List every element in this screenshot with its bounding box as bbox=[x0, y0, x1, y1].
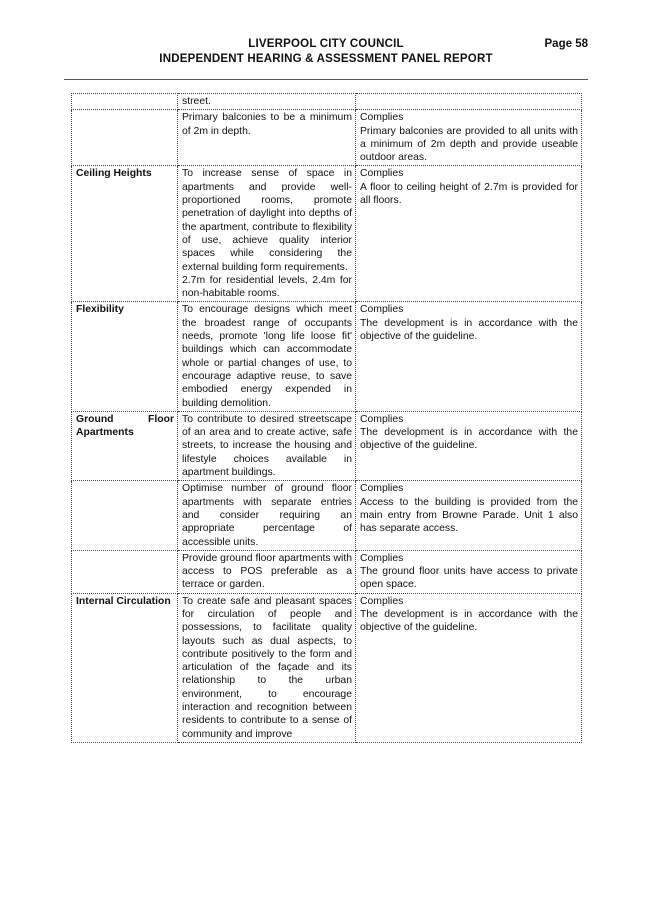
status-text: Complies bbox=[360, 595, 404, 607]
criterion-text-2: 2.7m for residential levels, 2.4m for non-habitable rooms. bbox=[182, 274, 352, 300]
status-text: Complies bbox=[360, 168, 404, 180]
table-row bbox=[72, 481, 582, 550]
report-title: INDEPENDENT HEARING & ASSESSMENT PANEL REPORT bbox=[159, 53, 493, 65]
table-row bbox=[72, 302, 582, 411]
comment-text: A floor to ceiling height of 2.7m is provided for all floors. bbox=[360, 181, 578, 207]
row-label: Ground Floor Apartments bbox=[72, 411, 178, 480]
row-label: Flexibility bbox=[72, 302, 178, 411]
row-label bbox=[72, 481, 178, 550]
compliance-table bbox=[71, 93, 582, 743]
status-text: Complies bbox=[360, 304, 404, 316]
row-label bbox=[72, 110, 178, 166]
table-row bbox=[72, 94, 582, 110]
table-row bbox=[72, 550, 582, 593]
criterion-text: To increase sense of space in apartments and provide well-proportioned rooms, promote penetration of daylight into depths of the apartment, contribute to flexibility of use, achieve quality interior spaces while considering the external building form requirements. bbox=[182, 168, 352, 273]
status-text: Complies bbox=[360, 552, 404, 564]
criterion-cell: To contribute to desired streetscape of an area and to create active, safe streets, to increase the housing and lifestyle choices available in apartment buildings. bbox=[178, 411, 356, 480]
header-rule bbox=[64, 79, 588, 80]
assessment-cell bbox=[356, 593, 582, 742]
row-label bbox=[72, 94, 178, 110]
comment-text: Access to the building is provided from the main entry from Browne Parade. Unit 1 also has separate access. bbox=[360, 496, 578, 535]
criterion-cell bbox=[178, 166, 356, 302]
table-row bbox=[72, 411, 582, 480]
assessment-cell bbox=[356, 550, 582, 593]
table-row bbox=[72, 166, 582, 302]
criterion-cell: Optimise number of ground floor apartments with separate entries and consider requiring an appropriate percentage of accessible units. bbox=[178, 481, 356, 550]
assessment-cell bbox=[356, 411, 582, 480]
criterion-cell: street. bbox=[178, 94, 356, 110]
table-row bbox=[72, 110, 582, 166]
comment-text: Primary balconies are provided to all units with a minimum of 2m depth and provide useable outdoor areas. bbox=[360, 125, 578, 164]
status-text: Complies bbox=[360, 413, 404, 425]
comment-text: The development is in accordance with the objective of the guideline. bbox=[360, 427, 578, 452]
comment-text: The ground floor units have access to private open space. bbox=[360, 566, 578, 591]
assessment-cell bbox=[356, 481, 582, 550]
row-label bbox=[72, 550, 178, 593]
status-text: Complies bbox=[360, 112, 404, 124]
comment-text: The development is in accordance with the objective of the guideline. bbox=[360, 317, 578, 343]
page-number: Page 58 bbox=[544, 38, 588, 50]
assessment-cell bbox=[356, 94, 582, 110]
status-text: Complies bbox=[360, 483, 404, 495]
criterion-cell: To encourage designs which meet the broadest range of occupants needs, promote 'long life loose fit' buildings which can accommodate whole or partial changes of use, to encourage adaptive reuse, to save embodied energy expended in building demolition. bbox=[178, 302, 356, 411]
row-label: Ceiling Heights bbox=[72, 166, 178, 302]
row-label: Internal Circulation bbox=[72, 593, 178, 742]
assessment-cell bbox=[356, 110, 582, 166]
assessment-cell bbox=[356, 302, 582, 411]
council-name: LIVERPOOL CITY COUNCIL bbox=[248, 38, 404, 50]
criterion-cell: To create safe and pleasant spaces for circulation of people and possessions, to facilitate quality layouts such as dual aspects, to contribute positively to the form and articulation of the façade and its relationship to the urban environment, to encourage interaction and recognition between residents to contribute to a sense of community and improve bbox=[178, 593, 356, 742]
assessment-cell bbox=[356, 166, 582, 302]
comment-text: The development is in accordance with the objective of the guideline. bbox=[360, 608, 578, 634]
table-row bbox=[72, 593, 582, 742]
criterion-cell: Primary balconies to be a minimum of 2m in depth. bbox=[178, 110, 356, 166]
criterion-cell: Provide ground floor apartments with access to POS preferable as a terrace or garden. bbox=[178, 550, 356, 593]
page-header bbox=[64, 38, 588, 65]
